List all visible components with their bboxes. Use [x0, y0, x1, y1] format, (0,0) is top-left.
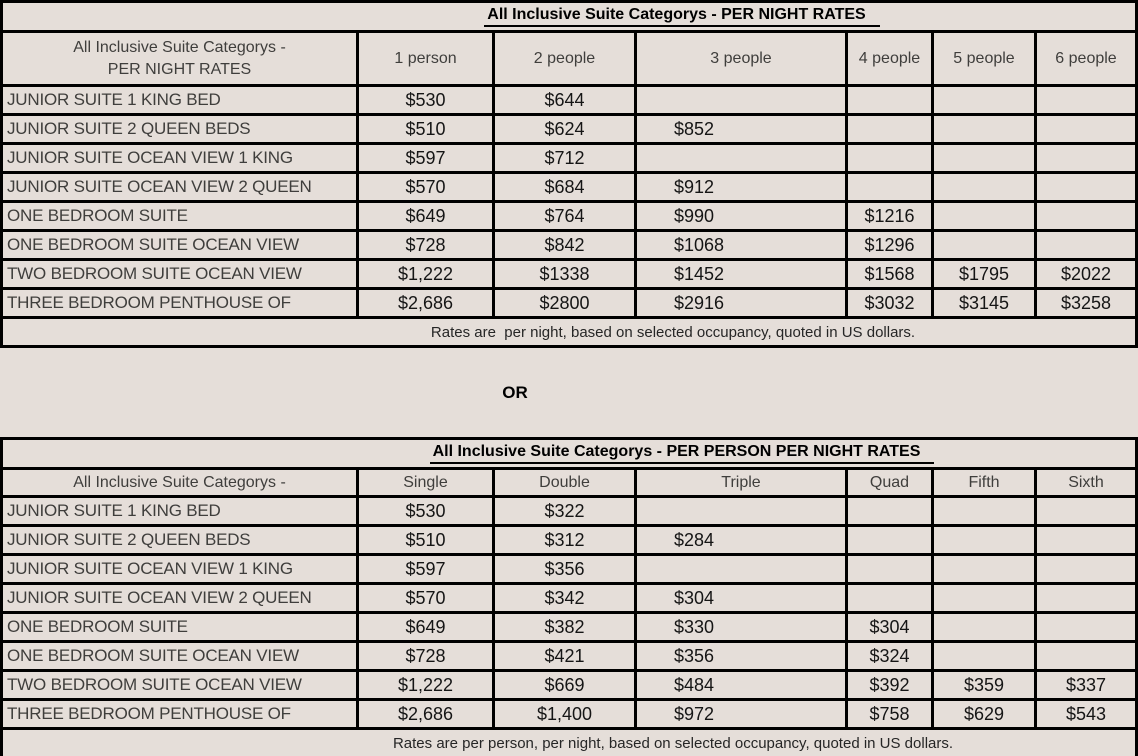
header-col-5-people: 5 people [931, 33, 1034, 84]
rate-cell: $649 [356, 614, 492, 640]
rate-cell: $2,686 [356, 290, 492, 316]
rate-cell [931, 527, 1034, 553]
rate-cell [845, 116, 931, 142]
or-divider [0, 348, 1138, 437]
rate-cell: $1452 [634, 261, 845, 287]
rate-cell: $342 [492, 585, 634, 611]
rate-cell: $3145 [931, 290, 1034, 316]
rate-cell [931, 116, 1034, 142]
rate-cell: $484 [634, 672, 845, 698]
rate-cell: $356 [634, 643, 845, 669]
rate-cell [931, 174, 1034, 200]
rate-cell: $2916 [634, 290, 845, 316]
rate-cell [931, 203, 1034, 229]
rate-cell: $530 [356, 498, 492, 524]
rate-cell: $284 [634, 527, 845, 553]
per-night-rates-table [0, 0, 1138, 348]
rate-cell: $1,400 [492, 701, 634, 727]
rate-cell: $712 [492, 145, 634, 171]
header-col-fifth: Fifth [931, 470, 1034, 495]
per-person-table-body [3, 495, 1135, 727]
rate-cell [1034, 585, 1135, 611]
rate-cell [1034, 498, 1135, 524]
rate-cell: $1216 [845, 203, 931, 229]
suite-name-cell: JUNIOR SUITE OCEAN VIEW 2 QUEEN [7, 177, 312, 196]
suite-rate-row [3, 495, 1135, 524]
rate-cell [1034, 203, 1135, 229]
rate-cell: $669 [492, 672, 634, 698]
rate-cell [1034, 87, 1135, 113]
rate-cell: $322 [492, 498, 634, 524]
rate-cell [845, 174, 931, 200]
header-label-line1: All Inclusive Suite Categorys - [73, 473, 286, 491]
rate-cell: $1,222 [356, 672, 492, 698]
rate-cell: $1,222 [356, 261, 492, 287]
per-person-header-label-cell [3, 470, 356, 495]
per-person-header-row [3, 467, 1135, 495]
rate-cell: $852 [634, 116, 845, 142]
per-person-rates-table [0, 437, 1138, 756]
rate-cell: $324 [845, 643, 931, 669]
rate-cell: $359 [931, 672, 1034, 698]
header-col-quad: Quad [845, 470, 931, 495]
rate-cell [1034, 614, 1135, 640]
suite-name-cell: JUNIOR SUITE OCEAN VIEW 1 KING [7, 559, 293, 578]
rate-cell [931, 585, 1034, 611]
suite-rate-row [3, 258, 1135, 287]
suite-name-cell: ONE BEDROOM SUITE OCEAN VIEW [7, 646, 299, 665]
header-col-single: Single [356, 470, 492, 495]
header-col-6-people: 6 people [1034, 33, 1135, 84]
suite-rate-row [3, 698, 1135, 727]
suite-rate-row [3, 171, 1135, 200]
rate-cell [634, 556, 845, 582]
per-night-table-body [3, 84, 1135, 316]
rate-cell: $392 [845, 672, 931, 698]
rate-cell: $684 [492, 174, 634, 200]
rate-cell: $644 [492, 87, 634, 113]
header-col-double: Double [492, 470, 634, 495]
suite-name-cell: THREE BEDROOM PENTHOUSE OF [7, 293, 291, 312]
rate-cell: $356 [492, 556, 634, 582]
rate-cell: $972 [634, 701, 845, 727]
header-col-triple: Triple [634, 470, 845, 495]
rate-cell: $764 [492, 203, 634, 229]
rate-cell [1034, 556, 1135, 582]
per-person-footnote-row [3, 727, 1135, 756]
suite-rate-row [3, 524, 1135, 553]
rate-cell [1034, 174, 1135, 200]
rate-cell [931, 556, 1034, 582]
rate-cell: $3258 [1034, 290, 1135, 316]
rate-cell [1034, 643, 1135, 669]
rate-cell: $1338 [492, 261, 634, 287]
rate-cell: $1568 [845, 261, 931, 287]
rate-cell [1034, 527, 1135, 553]
suite-name-cell: JUNIOR SUITE 2 QUEEN BEDS [7, 119, 251, 138]
rate-cell [634, 145, 845, 171]
rate-cell [1034, 116, 1135, 142]
rate-cell: $1795 [931, 261, 1034, 287]
rate-cell [845, 87, 931, 113]
rate-cell: $510 [356, 527, 492, 553]
rate-cell: $570 [356, 585, 492, 611]
rate-cell: $758 [845, 701, 931, 727]
suite-name-cell: TWO BEDROOM SUITE OCEAN VIEW [7, 264, 302, 283]
suite-rate-row [3, 229, 1135, 258]
header-col-3-people: 3 people [634, 33, 845, 84]
per-night-footnote-row [3, 316, 1135, 345]
rate-cell [1034, 232, 1135, 258]
rate-cell [634, 87, 845, 113]
header-label-line1: All Inclusive Suite Categorys - [73, 38, 286, 56]
per-person-footnote: Rates are per person, per night, based on selected occupancy, quoted in US dollars. [392, 735, 954, 752]
header-col-sixth: Sixth [1034, 470, 1135, 495]
header-label-line2: PER NIGHT RATES [107, 60, 252, 78]
suite-rate-row [3, 200, 1135, 229]
per-person-title-row [3, 440, 1135, 467]
rate-cell: $510 [356, 116, 492, 142]
suite-rate-row [3, 582, 1135, 611]
rate-cell: $570 [356, 174, 492, 200]
header-col-1-person: 1 person [356, 33, 492, 84]
rate-cell: $728 [356, 643, 492, 669]
suite-name-cell: JUNIOR SUITE 2 QUEEN BEDS [7, 530, 251, 549]
rate-cell: $2022 [1034, 261, 1135, 287]
rate-cell: $629 [931, 701, 1034, 727]
rate-cell: $842 [492, 232, 634, 258]
rate-cell: $304 [845, 614, 931, 640]
rate-cell: $3032 [845, 290, 931, 316]
rate-cell [931, 87, 1034, 113]
rate-cell [931, 614, 1034, 640]
rate-cell: $382 [492, 614, 634, 640]
rate-cell: $597 [356, 145, 492, 171]
suite-name-cell: JUNIOR SUITE OCEAN VIEW 2 QUEEN [7, 588, 312, 607]
rate-cell: $728 [356, 232, 492, 258]
header-col-4-people: 4 people [845, 33, 931, 84]
per-night-header-row [3, 30, 1135, 84]
rate-cell: $912 [634, 174, 845, 200]
rate-cell: $337 [1034, 672, 1135, 698]
per-night-footnote: Rates are per night, based on selected occupancy, quoted in US dollars. [430, 323, 916, 341]
suite-name-cell: TWO BEDROOM SUITE OCEAN VIEW [7, 675, 302, 694]
suite-rate-row [3, 142, 1135, 171]
rate-cell [931, 643, 1034, 669]
suite-name-cell: ONE BEDROOM SUITE [7, 617, 188, 636]
rate-cell: $597 [356, 556, 492, 582]
rate-cell: $543 [1034, 701, 1135, 727]
rate-cell: $2,686 [356, 701, 492, 727]
per-night-title-row [3, 3, 1135, 30]
rate-cell [931, 498, 1034, 524]
suite-name-cell: JUNIOR SUITE 1 KING BED [7, 501, 221, 520]
suite-name-cell: ONE BEDROOM SUITE OCEAN VIEW [7, 235, 299, 254]
rate-cell [931, 145, 1034, 171]
rate-cell: $649 [356, 203, 492, 229]
rate-cell: $530 [356, 87, 492, 113]
rate-cell [845, 145, 931, 171]
suite-rate-row [3, 669, 1135, 698]
rate-cell [845, 585, 931, 611]
rate-cell: $1068 [634, 232, 845, 258]
suite-name-cell: ONE BEDROOM SUITE [7, 206, 188, 225]
suite-rate-row [3, 553, 1135, 582]
rate-cell: $330 [634, 614, 845, 640]
rate-cell: $1296 [845, 232, 931, 258]
rate-cell: $421 [492, 643, 634, 669]
suite-rate-row [3, 84, 1135, 113]
header-col-2-people: 2 people [492, 33, 634, 84]
rate-cell [634, 498, 845, 524]
rate-cell [1034, 145, 1135, 171]
or-label: OR [502, 382, 528, 402]
rate-cell: $2800 [492, 290, 634, 316]
suite-rate-row [3, 113, 1135, 142]
rate-cell [845, 527, 931, 553]
suite-rate-row [3, 640, 1135, 669]
rate-cell [845, 498, 931, 524]
rate-cell: $304 [634, 585, 845, 611]
rate-cell [931, 232, 1034, 258]
suite-rate-row [3, 611, 1135, 640]
rate-cell [845, 556, 931, 582]
suite-name-cell: JUNIOR SUITE OCEAN VIEW 1 KING [7, 148, 293, 167]
per-night-header-label-cell [3, 33, 356, 84]
suite-name-cell: JUNIOR SUITE 1 KING BED [7, 90, 221, 109]
per-person-table-title: All Inclusive Suite Categorys - PER PERSON PER NIGHT RATES [430, 443, 935, 464]
rate-cell: $624 [492, 116, 634, 142]
suite-rate-row [3, 287, 1135, 316]
per-night-table-title: All Inclusive Suite Categorys - PER NIGHT RATES [484, 6, 879, 27]
rate-cell: $990 [634, 203, 845, 229]
rate-cell: $312 [492, 527, 634, 553]
suite-name-cell: THREE BEDROOM PENTHOUSE OF [7, 704, 291, 723]
